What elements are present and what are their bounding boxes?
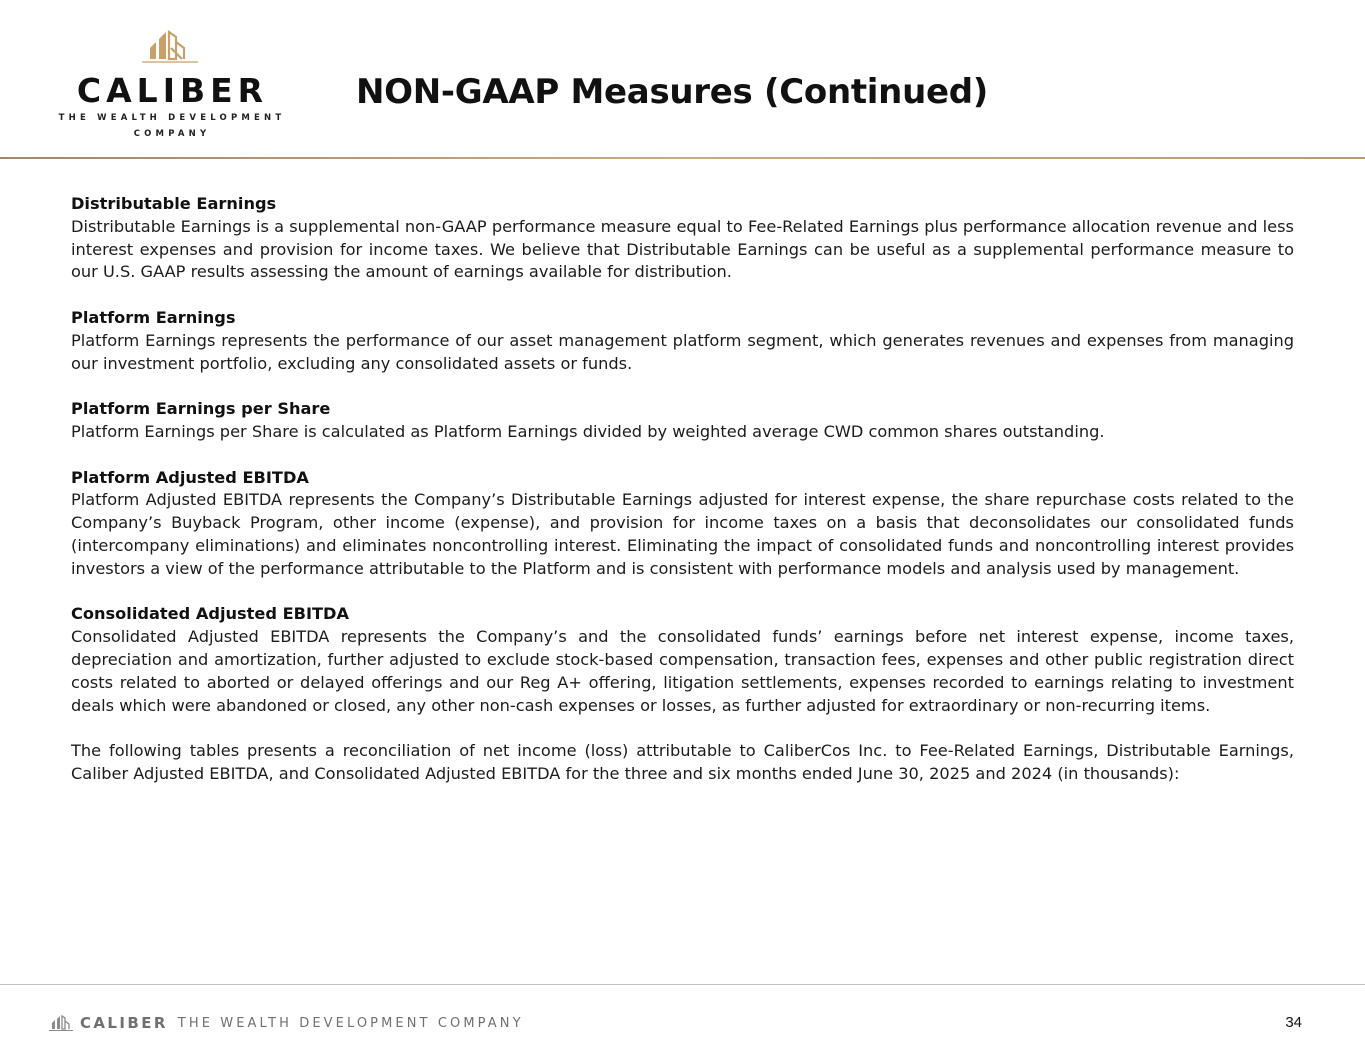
header-divider (0, 157, 1365, 159)
footer-tagline: THE WEALTH DEVELOPMENT COMPANY (177, 1015, 524, 1031)
footer-divider (0, 984, 1365, 985)
section-consolidated-adjusted-ebitda (71, 603, 1294, 717)
section-body: Platform Adjusted EBITDA represents the Company’s Distributable Earnings adjusted for interest expense, the share repurchase costs related to the Company’s Buyback Program, other income (expense), and provision for income taxes on a basis that deconsolidates our consolidated funds (intercompany eliminations) and eliminates noncontrolling interest. Eliminating the impact of consolidated funds and noncontrolling interest provides investors a view of the performance attributable to the Platform and is consistent with performance models and analysis used by management. (71, 490, 1294, 578)
section-heading: Distributable Earnings (71, 194, 277, 213)
section-body: Platform Earnings represents the performance of our asset management platform segment, which generates revenues and expenses from managing our investment portfolio, excluding any consolidated assets or funds. (71, 330, 1294, 373)
section-heading: Platform Adjusted EBITDA (71, 467, 309, 487)
logo-tagline-line2: COMPANY (133, 129, 211, 139)
footer-logo (48, 1012, 524, 1034)
footer-brand-name: CALIBER (80, 1014, 168, 1032)
main-content (71, 193, 1294, 786)
page-number: 34 (1285, 1014, 1302, 1031)
reconciliation-intro: The following tables presents a reconciliation of net income (loss) attributable to CaliberCos Inc. to Fee-Related Earnings, Distributable Earnings, Caliber Adjusted EBITDA, and Consolidated Adjusted EBITDA for the three and six months ended June 30, 2025 and 2024 (in thousands): (71, 741, 1294, 783)
building-logo-icon (138, 28, 202, 68)
section-distributable-earnings (71, 193, 1294, 284)
footer-building-icon (48, 1014, 74, 1032)
section-body: Distributable Earnings is a supplemental non-GAAP performance measure equal to Fee-Related Earnings plus performance allocation revenue and less interest expenses and provision for income taxes. We believe that Distributable Earnings can be useful as a supplemental performance measure to our U.S. GAAP results assessing the amount of earnings available for distribution. (71, 216, 1294, 282)
section-body: Consolidated Adjusted EBITDA represents the Company’s and the consolidated funds’ earnings before net interest expense, income taxes, depreciation and amortization, further adjusted to exclude stock-based compensation, transaction fees, expenses and other public registration direct costs related to aborted or delayed offerings and our Reg A+ offering, litigation settlements, expenses recorded to earnings relating to investment deals which were abandoned or closed, any other non-cash expenses or losses, as further adjusted for extraordinary or non-recurring items. (71, 627, 1294, 715)
page-title: NON-GAAP Measures (Continued) (356, 72, 989, 112)
logo-tagline-line1: THE WEALTH DEVELOPMENT (58, 113, 286, 123)
section-heading: Platform Earnings per Share (71, 399, 331, 419)
section-platform-earnings (71, 307, 1294, 375)
logo-wordmark: CALIBER (76, 71, 269, 110)
section-heading: Consolidated Adjusted EBITDA (71, 604, 350, 624)
section-platform-adjusted-ebitda (71, 467, 1294, 581)
caliber-logo (50, 28, 290, 140)
section-platform-earnings-per-share (71, 398, 1294, 444)
section-body: Platform Earnings per Share is calculated as Platform Earnings divided by weighted average CWD common shares outstanding. (71, 421, 1105, 441)
section-heading: Platform Earnings (71, 307, 236, 327)
